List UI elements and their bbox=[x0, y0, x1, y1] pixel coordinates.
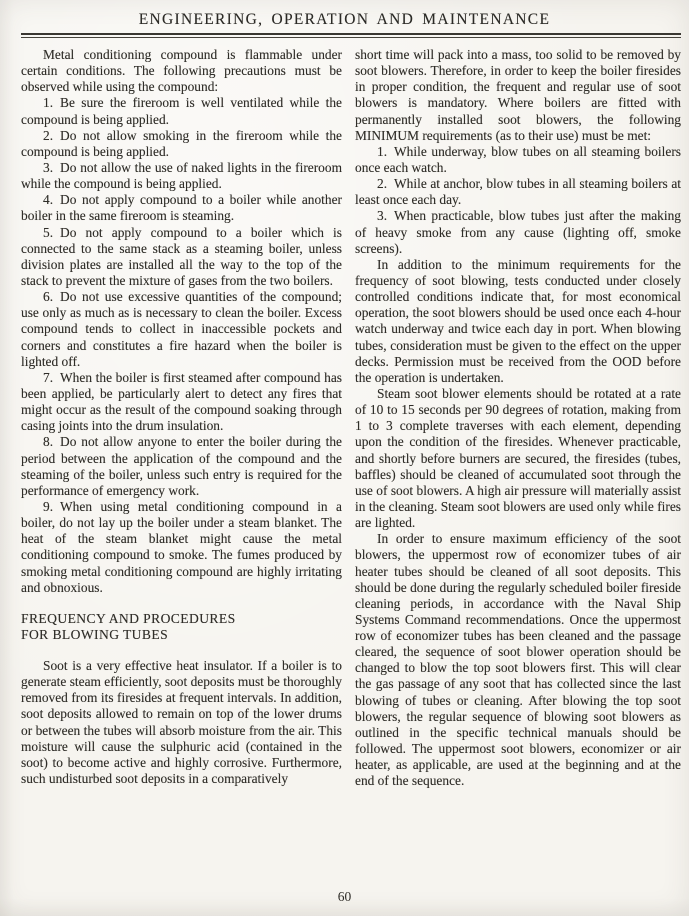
page-footer bbox=[0, 889, 689, 905]
list-item-text: Do not allow smoking in the fireroom while the compound is being applied. bbox=[21, 127, 342, 159]
requirement-item-2 bbox=[355, 176, 681, 208]
list-item-text: Do not allow the use of naked lights in the fireroom while the compound is being applied. bbox=[21, 159, 342, 192]
section-heading-line: FREQUENCY AND PROCEDURES bbox=[21, 610, 236, 626]
list-item-text: While underway, blow tubes on all steaming boilers once each watch. bbox=[355, 143, 681, 175]
page-body bbox=[0, 38, 689, 880]
precaution-item-4 bbox=[21, 192, 342, 224]
list-item-number: 3. bbox=[377, 208, 388, 224]
list-item-number: 4. bbox=[43, 192, 54, 208]
section-heading bbox=[21, 611, 342, 644]
precaution-item-5 bbox=[21, 225, 342, 290]
list-item-text: Do not allow anyone to enter the boiler during the period between the application of the compound and the steaming of the boiler, unless such entry is required for the performance of emergency work. bbox=[21, 434, 342, 498]
requirement-item-3 bbox=[355, 208, 681, 256]
list-item-number: 2. bbox=[43, 127, 54, 143]
blower-efficiency-paragraph: In order to ensure maximum efficiency of the soot blowers, the uppermost row of economizer tubes of air heater tubes should be cleaned of all soot deposits. This should be done during the regularly scheduled boiler fireside cleaning periods, in accordance with the Naval Ship Systems Command recommendations. Once the uppermost row of economizer tubes has been cleaned and the passage cleared, the sequence of soot blower operation should be changed to blow the top soot blowers first. This will clear the gas passage of any soot that has collected since the last blowing of tubes or cleaning. After blowing the top soot blowers, the regular sequence of blowing soot blowers as outlined in the specific technical manuals should be followed. The uppermost soot blowers, economizer or air heater, as applicable, are used at the beginning and at the end of the sequence. bbox=[355, 531, 681, 789]
blower-rotation-paragraph: Steam soot blower elements should be rotated at a rate of 10 to 15 seconds per 90 degrees of rotation, making from 1 to 3 complete traverses with each element, depending upon the condition of the firesides. Whenever practicable, and shortly before burners are secured, the firesides (tubes, baffles) should be cleaned of accumulated soot through the use of soot blowers. A high air pressure will materially assist in the cleaning. Steam soot blowers are used only while fires are lighted. bbox=[355, 385, 681, 531]
precaution-item-8 bbox=[21, 434, 342, 499]
continuation-paragraph: short time will pack into a mass, too solid to be removed by soot blowers. Therefore, in order to keep the boiler firesides in proper condition, the frequent and regular use of soot blowers is mandatory. Where boilers are fitted with permanently installed soot blowers, the following MINIMUM requirements (as to their use) must be met: bbox=[355, 47, 681, 143]
precaution-item-9 bbox=[21, 499, 342, 596]
list-item-number: 1. bbox=[43, 95, 54, 111]
list-item-number: 6. bbox=[43, 289, 54, 305]
list-item-number: 5. bbox=[43, 224, 54, 240]
section-heading-line: FOR BLOWING TUBES bbox=[21, 627, 169, 643]
minimum-requirements-paragraph: In addition to the minimum requirements for the frequency of soot blowing, tests conducted under closely controlled conditions indicate that, for most economical operation, the soot blowers should be used once each 4-hour watch underway and twice each day in port. When blowing tubes, consideration must be given to the effect on the upper decks. Permission must be received from the OOD before the operation is undertaken. bbox=[355, 256, 681, 385]
precaution-item-7 bbox=[21, 370, 342, 435]
list-item-number: 9. bbox=[43, 498, 54, 514]
intro-paragraph: Metal conditioning compound is flammable under certain conditions. The following precautions must be observed while using the compound: bbox=[21, 47, 342, 95]
list-item-number: 3. bbox=[43, 159, 54, 175]
list-item-text: When practicable, blow tubes just after the making of heavy smoke from any cause (lighting off, smoke screens). bbox=[355, 208, 681, 256]
requirement-item-1 bbox=[355, 144, 681, 176]
list-item-text: Be sure the fireroom is well ventilated while the compound is being applied. bbox=[21, 95, 342, 127]
list-item-number: 1. bbox=[377, 143, 388, 159]
list-item-number: 2. bbox=[377, 176, 388, 192]
page-number: 60 bbox=[337, 889, 352, 904]
list-item-text: When the boiler is first steamed after compound has been applied, be particularly alert to detect any fires that might occur as the result of the compound soaking through casing joints into the drum insulation. bbox=[21, 369, 342, 434]
list-item-number: 8. bbox=[43, 434, 54, 450]
right-column bbox=[355, 47, 681, 789]
list-item-text: Do not apply compound to a boiler while another boiler in the same fireroom is steaming. bbox=[21, 192, 342, 224]
left-column bbox=[21, 47, 342, 787]
list-item-text: When using metal conditioning compound in a boiler, do not lay up the boiler under a steam blanket. The heat of the steam blanket might cause the metal conditioning compound to smoke. The fumes produced by smoking metal conditioning compound are highly irritating and obnoxious. bbox=[21, 498, 342, 595]
precaution-item-2 bbox=[21, 128, 342, 160]
list-item-text: Do not apply compound to a boiler which is connected to the same stack as a steaming boiler, unless division plates are installed all the way to the top of the stack to prevent the mixture of gases from the two boilers. bbox=[21, 224, 342, 288]
precaution-item-1 bbox=[21, 95, 342, 127]
running-header-title: ENGINEERING, OPERATION AND MAINTENANCE bbox=[138, 11, 551, 28]
soot-insulator-paragraph: Soot is a very effective heat insulator. If a boiler is to generate steam efficiently, soot deposits must be thoroughly removed from its firesides at frequent intervals. In addition, soot deposits allowed to remain on top of the lower drums or between the tubes will absorb moisture from the air. This moisture will cause the sulphuric acid (contained in the soot) to become active and highly corrosive. Furthermore, such undisturbed soot deposits in a comparatively bbox=[21, 657, 342, 786]
precaution-item-6 bbox=[21, 289, 342, 370]
precaution-item-3 bbox=[21, 160, 342, 192]
list-item-text: While at anchor, blow tubes in all steaming boilers at least once each day. bbox=[355, 176, 681, 208]
list-item-number: 7. bbox=[43, 369, 54, 385]
list-item-text: Do not use excessive quantities of the compound; use only as much as is necessary to clean the boiler. Excess compound tends to collect in inaccessible pockets and corners and constitutes a fire hazard when the boiler is lighted off. bbox=[21, 289, 342, 369]
